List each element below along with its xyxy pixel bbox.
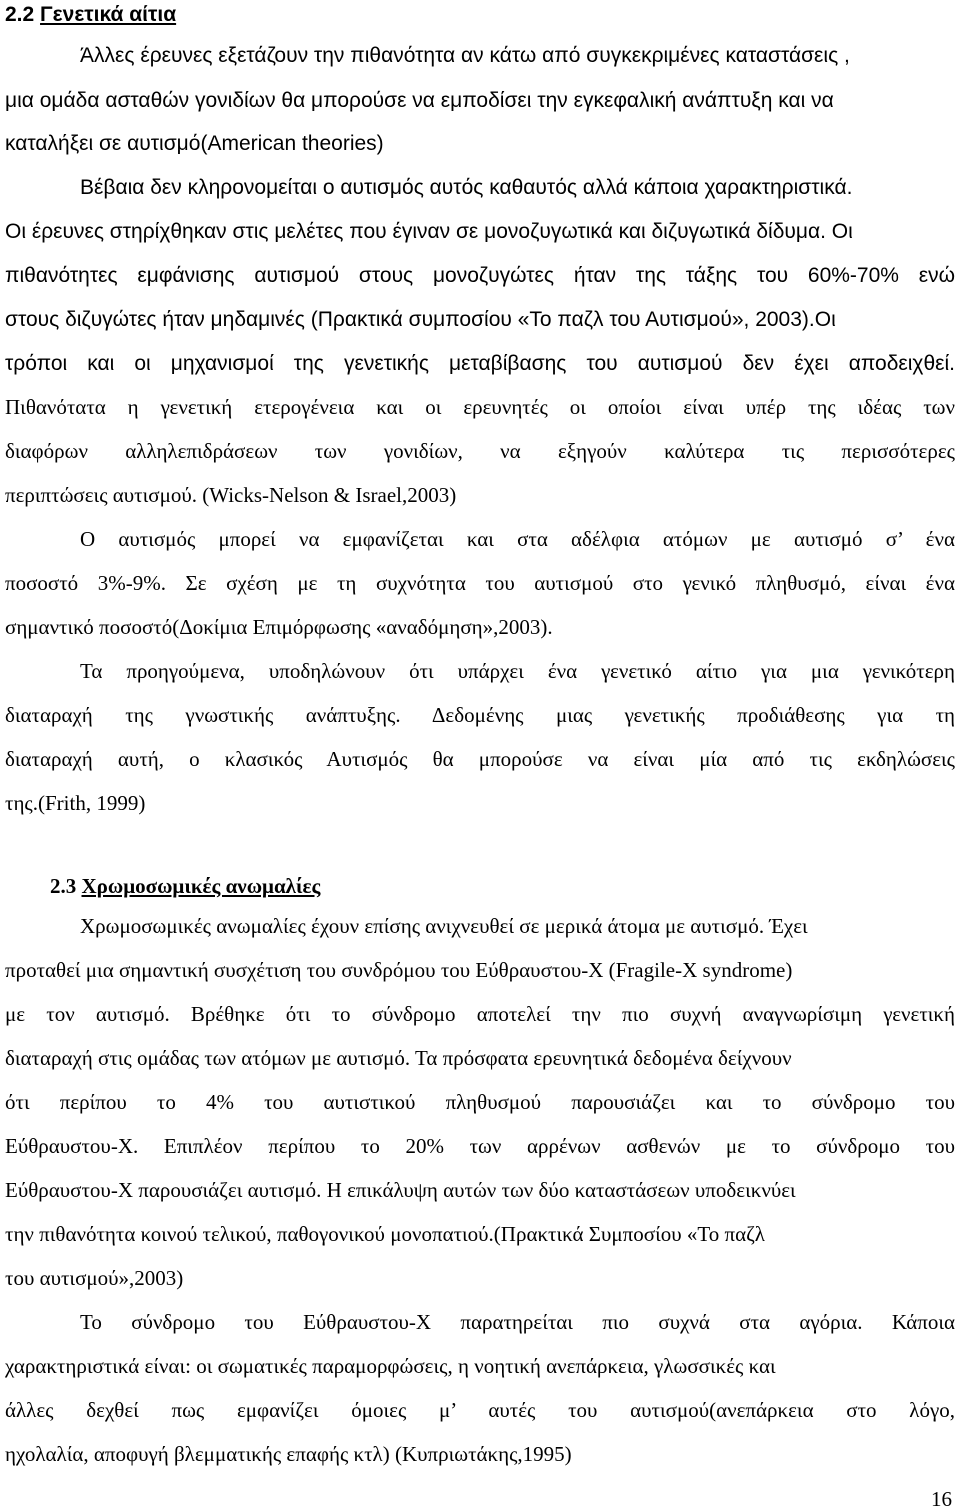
- text-line: της.(Frith, 1999): [5, 791, 146, 815]
- text-line: Το σύνδρομο του Εύθραυστου-Χ παρατηρείται πιο συχνά στα αγόρια. Κάποια: [80, 1310, 955, 1334]
- page-number: 16: [931, 1487, 952, 1511]
- text-line: ότι περίπου το 4% του αυτιστικού πληθυσμού παρουσιάζει και το σύνδρομο του: [5, 1090, 955, 1114]
- text-line: του αυτισμού»,2003): [5, 1266, 184, 1290]
- text-line: στους διζυγώτες ήταν μηδαμινές (Πρακτικά συμποσίου «Το παζλ του Αυτισμού», 2003).Οι: [5, 308, 836, 331]
- text-line: Εύθραυστου-Χ. Επιπλέον περίπου το 20% των αρρένων ασθενών με το σύνδρομο του: [5, 1134, 955, 1158]
- text-line: περιπτώσεις αυτισμού. (Wicks-Nelson & Israel,2003): [5, 483, 457, 507]
- text-line: διαταραχή της γνωστικής ανάπτυξης. Δεδομένης μιας γενετικής προδιάθεσης για τη: [5, 703, 955, 727]
- text-line: ποσοστό 3%-9%. Σε σχέση με τη συχνότητα του αυτισμού στο γενικό πληθυσμό, είναι ένα: [5, 571, 955, 595]
- text-line: Χρωμοσωμικές ανωμαλίες έχουν επίσης ανιχνευθεί σε μερικά άτομα με αυτισμό. Έχει: [80, 914, 808, 938]
- text-line: πιθανότητες εμφάνισης αυτισμού στους μονοζυγώτες ήταν της τάξης του 60%-70% ενώ: [5, 264, 955, 287]
- text-line: ηχολαλία, αποφυγή βλεμματικής επαφής κτλ) (Κυπριωτάκης,1995): [5, 1442, 572, 1466]
- text-line: Ο αυτισμός μπορεί να εμφανίζεται και στα αδέλφια ατόμων με αυτισμό σ’ ένα: [80, 527, 955, 551]
- section-heading-2-3: [50, 876, 955, 897]
- text-line: διαταραχή στις ομάδας των ατόμων με αυτισμό. Τα πρόσφατα ερευνητικά δεδομένα δείχνουν: [5, 1046, 792, 1070]
- text-line: διαφόρων αλληλεπιδράσεων των γονιδίων, να εξηγούν καλύτερα τις περισσότερες: [5, 439, 955, 463]
- text-line: την πιθανότητα κοινού τελικού, παθογονικού μονοπατιού.(Πρακτικά Συμποσίου «Το παζλ: [5, 1222, 765, 1246]
- text-line: άλλες δεχθεί πως εμφανίζει όμοιες μ’ αυτές του αυτισμού(ανεπάρκεια στο λόγο,: [5, 1398, 955, 1422]
- text-line: Εύθραυστου-Χ παρουσιάζει αυτισμό. Η επικάλυψη αυτών των δύο καταστάσεων υποδεικνύει: [5, 1178, 796, 1202]
- text-line: Πιθανότατα η γενετική ετερογένεια και οι ερευνητές οι οποίοι είναι υπέρ της ιδέας των: [5, 395, 955, 419]
- text-line: τρόποι και οι μηχανισμοί της γενετικής μεταβίβασης του αυτισμού δεν έχει αποδειχθεί.: [5, 352, 955, 375]
- section-heading-2-2: [5, 4, 955, 25]
- text-line: καταλήξει σε αυτισμό(American theories): [5, 132, 384, 155]
- text-line: Τα προηγούμενα, υποδηλώνουν ότι υπάρχει ένα γενετικό αίτιο για μια γενικότερη: [80, 659, 955, 683]
- text-line: διαταραχή αυτή, ο κλασικός Αυτισμός θα μπορούσε να είναι μία από τις εκδηλώσεις: [5, 747, 955, 771]
- text-line: Οι έρευνες στηρίχθηκαν στις μελέτες που έγιναν σε μονοζυγωτικά και διζυγωτικά δίδυμα. Οι: [5, 220, 853, 243]
- text-line: μια ομάδα ασταθών γονιδίων θα μπορούσε να εμποδίσει την εγκεφαλική ανάπτυξη και να: [5, 89, 834, 112]
- text-line: με τον αυτισμό. Βρέθηκε ότι το σύνδρομο αποτελεί την πιο συχνή αναγνωρίσιμη γενετική: [5, 1002, 955, 1026]
- text-line: χαρακτηριστικά είναι: οι σωματικές παραμορφώσεις, η νοητική ανεπάρκεια, γλωσσικές και: [5, 1354, 776, 1378]
- text-line: Βέβαια δεν κληρονομείται ο αυτισμός αυτός καθαυτός αλλά κάποια χαρακτηριστικά.: [80, 176, 853, 199]
- section-title: Γενετικά αίτια: [40, 3, 177, 26]
- section-number: 2.3: [50, 874, 77, 898]
- text-line: σημαντικό ποσοστό(Δοκίμια Επιμόρφωσης «αναδόμηση»,2003).: [5, 615, 553, 639]
- text-line: Άλλες έρευνες εξετάζουν την πιθανότητα αν κάτω από συγκεκριμένες καταστάσεις ,: [80, 44, 850, 67]
- section-number: 2.2: [5, 3, 35, 26]
- section-title: Χρωμοσωμικές ανωμαλίες: [81, 874, 321, 898]
- text-line: προταθεί μια σημαντική συσχέτιση του συνδρόμου του Εύθραυστου-Χ (Fragile-X syndrome): [5, 958, 793, 982]
